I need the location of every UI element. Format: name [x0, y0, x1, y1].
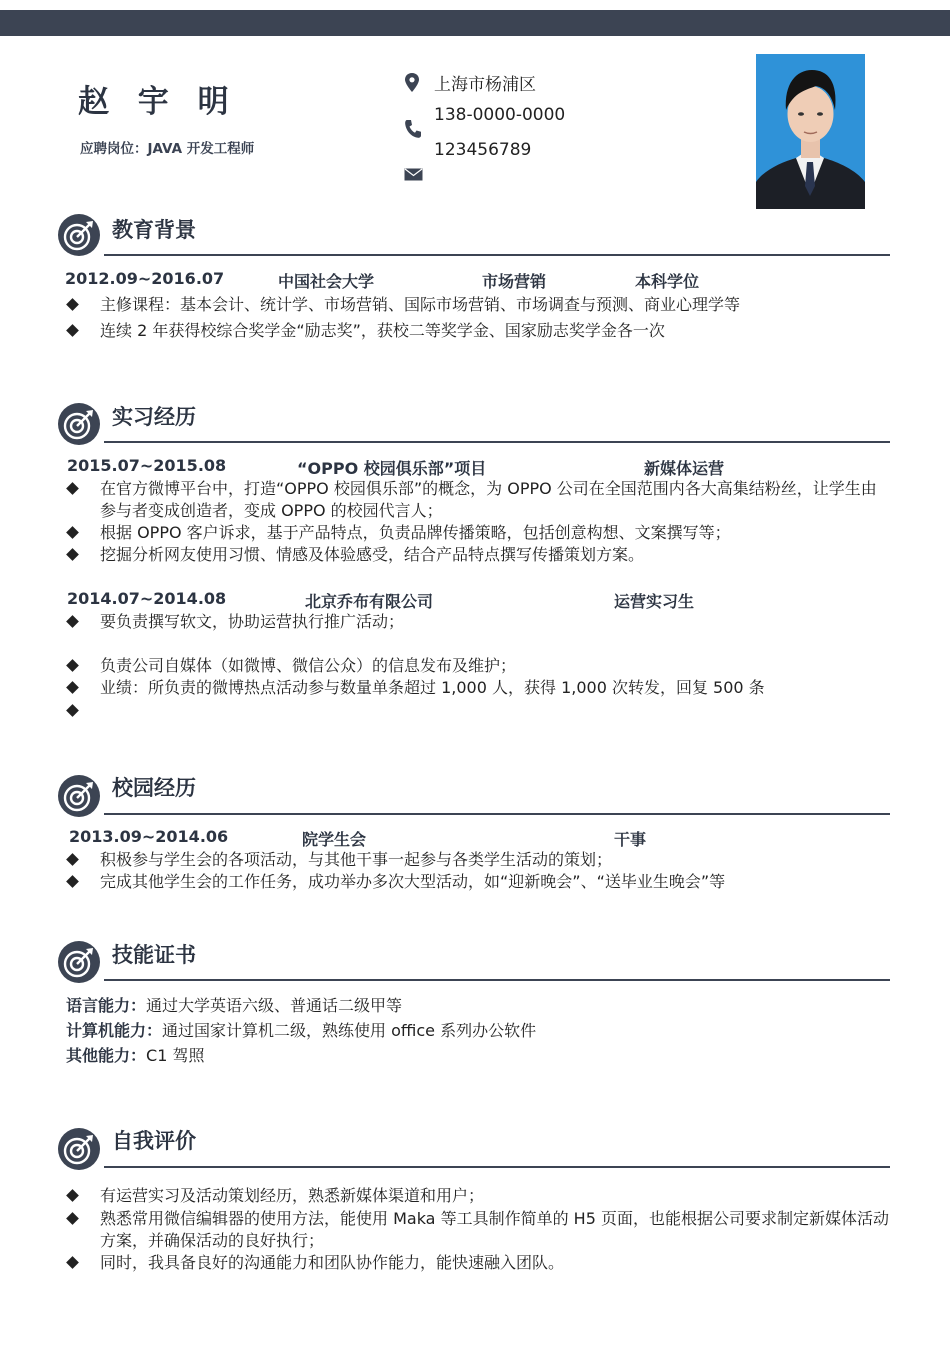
campus-org: 院学生会 [302, 830, 367, 849]
target-icon [58, 214, 100, 256]
internship-section-title: 实习经历 [112, 405, 196, 429]
section-divider [104, 1166, 890, 1168]
top-banner [0, 10, 950, 36]
target-icon [58, 403, 100, 445]
section-divider [104, 813, 890, 815]
applied-position: 应聘岗位：JAVA 开发工程师 [80, 141, 255, 157]
target-icon [58, 775, 100, 817]
internship-org: “OPPO 校园俱乐部”项目 [297, 459, 487, 478]
location-text: 上海市杨浦区 [434, 75, 536, 95]
phone-text: 138-0000-0000 [434, 105, 566, 125]
skill-other: 其他能力：C1 驾照 [66, 1046, 205, 1065]
location-pin-icon [404, 72, 420, 94]
skills-section-title: 技能证书 [112, 943, 196, 967]
education-major: 市场营销 [482, 272, 547, 291]
section-divider [104, 441, 890, 443]
campus-date: 2013.09~2014.06 [69, 827, 229, 846]
internship-role: 运营实习生 [614, 592, 695, 611]
internship-date: 2015.07~2015.08 [67, 456, 227, 475]
internship-date: 2014.07~2014.08 [67, 589, 227, 608]
education-school: 中国社会大学 [278, 272, 375, 291]
email-text: 123456789 [434, 140, 532, 160]
education-degree: 本科学位 [635, 272, 700, 291]
target-icon [58, 1128, 100, 1170]
target-icon [58, 941, 100, 983]
self-eval-section-title: 自我评价 [112, 1129, 196, 1153]
education-date: 2012.09~2016.07 [65, 269, 225, 288]
education-section-title: 教育背景 [112, 218, 196, 242]
phone-icon [404, 119, 422, 139]
section-divider [104, 254, 890, 256]
skill-language: 语言能力：通过大学英语六级、普通话二级甲等 [66, 996, 403, 1015]
email-icon [404, 168, 423, 181]
campus-section-title: 校园经历 [112, 776, 196, 800]
section-divider [104, 979, 890, 981]
campus-role: 干事 [614, 830, 647, 849]
skill-computer: 计算机能力：通过国家计算机二级，熟练使用 office 系列办公软件 [66, 1021, 537, 1040]
internship-org: 北京乔布有限公司 [305, 592, 434, 611]
internship-role: 新媒体运营 [644, 459, 725, 478]
profile-photo [756, 54, 865, 209]
candidate-name: 赵 宇 明 [78, 84, 238, 120]
